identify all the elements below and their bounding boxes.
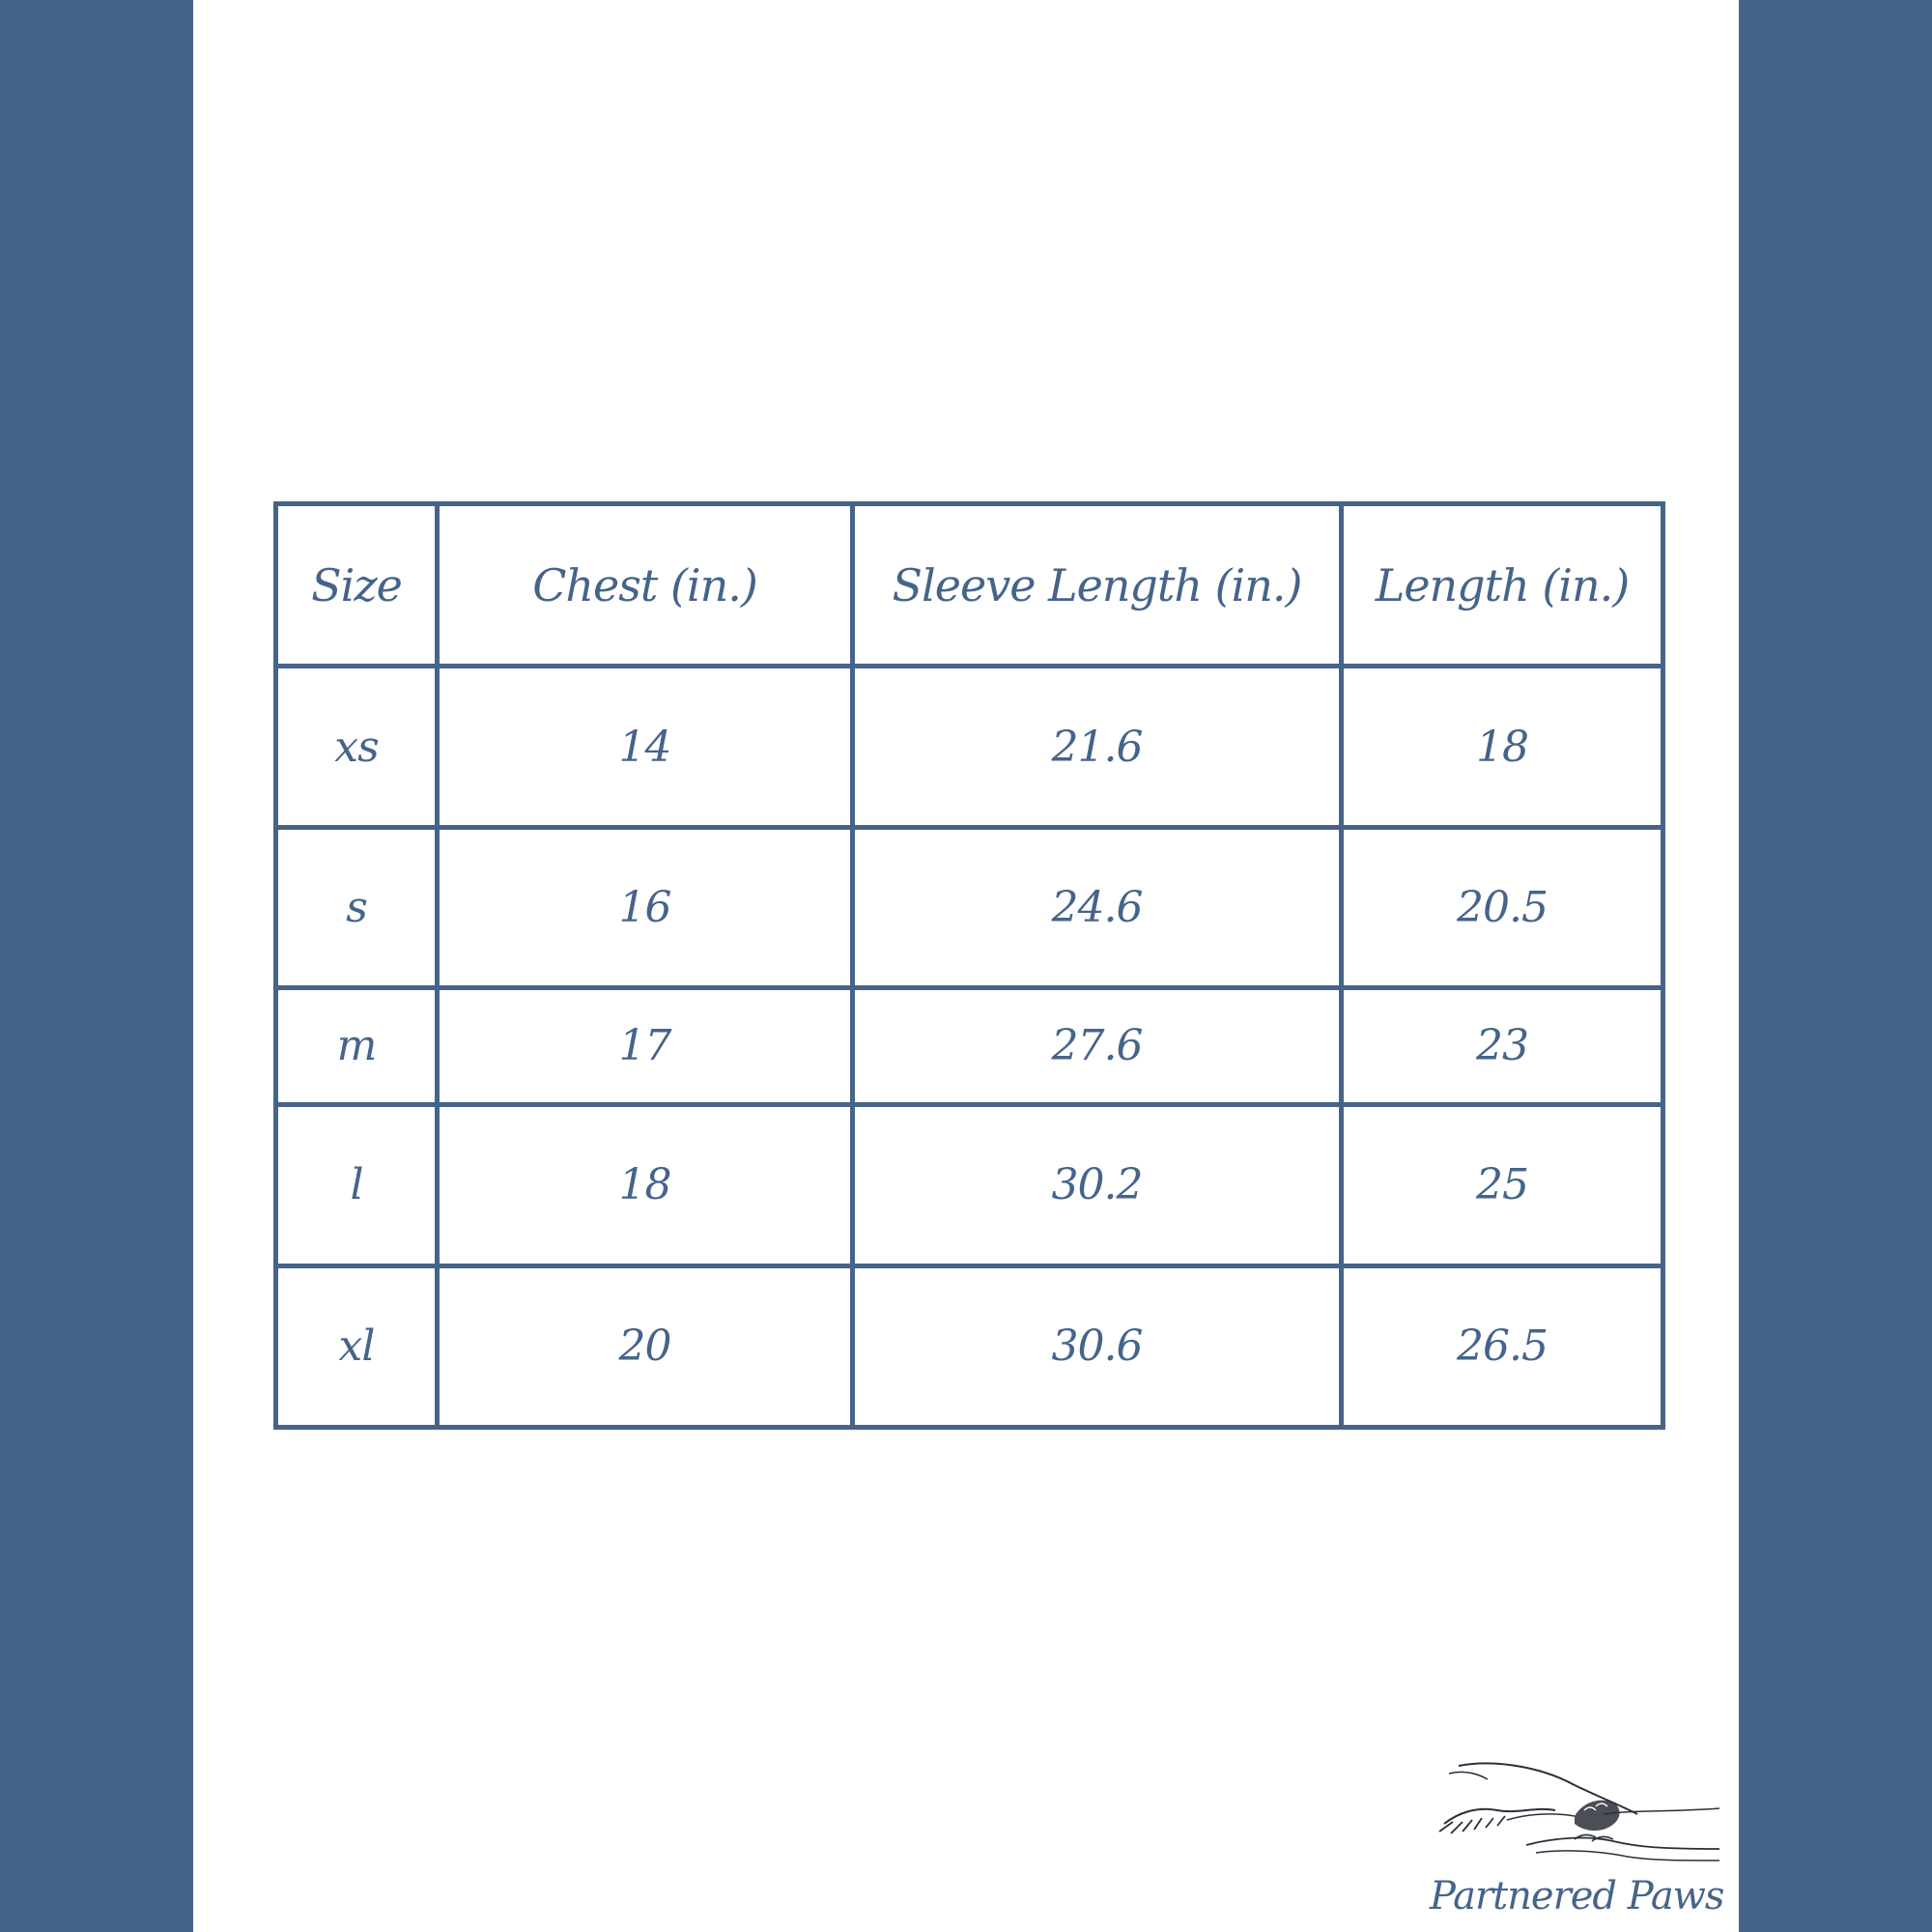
header-sleeve-length: Sleeve Length (in.) [853,504,1342,667]
table-header-row [276,504,1663,667]
cell-length: 25 [1342,1104,1663,1265]
cell-size: l [276,1104,438,1265]
cell-sleeve-length: 27.6 [853,988,1342,1104]
header-size: Size [276,504,438,667]
cell-chest: 14 [438,667,853,828]
header-chest: Chest (in.) [438,504,853,667]
table-row [276,667,1663,828]
cell-size: xl [276,1265,438,1427]
cell-length: 20.5 [1342,828,1663,988]
cell-chest: 17 [438,988,853,1104]
cell-sleeve-length: 21.6 [853,667,1342,828]
table-row [276,1104,1663,1265]
cell-chest: 20 [438,1265,853,1427]
cell-sleeve-length: 24.6 [853,828,1342,988]
cell-size: xs [276,667,438,828]
partnered-paws-logo [1430,1756,1724,1932]
table-row [276,1265,1663,1427]
cell-length: 26.5 [1342,1265,1663,1427]
cell-chest: 18 [438,1104,853,1265]
logo-text: Partnered Paws [1430,1874,1724,1918]
table-row [276,828,1663,988]
dog-paw-in-hand-icon [1430,1756,1719,1882]
cell-chest: 16 [438,828,853,988]
cell-sleeve-length: 30.6 [853,1265,1342,1427]
table-row [276,988,1663,1104]
size-chart-table [273,501,1665,1430]
header-length: Length (in.) [1342,504,1663,667]
cell-sleeve-length: 30.2 [853,1104,1342,1265]
cell-size: s [276,828,438,988]
size-chart-page [193,0,1739,1932]
cell-length: 18 [1342,667,1663,828]
cell-size: m [276,988,438,1104]
cell-length: 23 [1342,988,1663,1104]
